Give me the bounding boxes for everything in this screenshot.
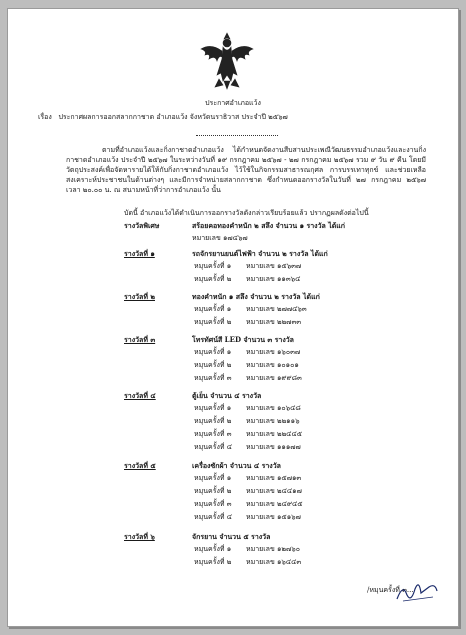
draw-number: หมายเลข ๒๒๗๓๓ (246, 318, 302, 326)
draw-number: หมายเลข ๑๐๑๐๑ (246, 361, 299, 369)
draw-number: หมายเลข ๑๑๓๖๔ (246, 275, 301, 283)
draw-round: หมุนครั้งที่ ๔ (194, 513, 233, 521)
draw-round: หมุนครั้งที่ ๒ (194, 318, 232, 326)
paragraph-text: ตามที่อำเภอแว้งและกิ่งกาชาดอำเภอแว้ง ได้กำหนดจัดงานสืบสานประเพณีวัฒนธรรมอำเภอแว้งและงานกิ่งกาชาดอำเภอแว้ง ประจำปี ๒๕๖๗ ในระหว่างวันที่ ๑๙ กรกฎาคม ๒๕๖๗ - ๒๗ กรกฎาคม ๒๕๖๗ รวม ๙ วัน ๙ คืน โดยมีวัตถุประสงค์เพื่อจัดหารายได้ให้กับกิ่งกาชาดอำเภอแว้ง ไว้ใช้ในกิจกรรมสาธารณกุศล การบรรเทาทุกข์ และช่วยเหลือสงเคราะห์ประชาชนในด้านต่างๆ และมีการจำหน่ายสลากกาชาด ซึ่งกำหนดออกรางวัลในวันที่ ๒๗ กรกฎาคม ๒๕๖๗ เวลา ๒๐.๐๐ น. ณ สนามหน้าที่ว่าการอำเภอแว้ง นั้น (66, 146, 426, 194)
continued-marker: /หมุนครั้งที่ ๓... (367, 586, 414, 594)
draw-round: หมุนครั้งที่ ๑ (194, 545, 232, 553)
subject-line (38, 113, 288, 122)
garuda-emblem-icon (197, 29, 257, 91)
draw-round: หมุนครั้งที่ ๓ (194, 430, 232, 438)
prize-label: รางวัลที่ ๓ (124, 335, 156, 344)
intro-text: บัดนี้ อำเภอแว้งได้ดำเนินการออกรางวัลดังกล่าวเรียบร้อยแล้ว ปรากฏผลดังต่อไปนี้ (124, 209, 369, 217)
draw-round: หมุนครั้งที่ ๒ (194, 558, 232, 566)
prize-label: รางวัลที่ ๑ (124, 249, 155, 258)
draw-round: หมุนครั้งที่ ๔ (194, 443, 233, 451)
draw-round: หมุนครั้งที่ ๑ (194, 348, 232, 356)
draw-number: หมายเลข ๑๐๖๔๘ (246, 404, 301, 412)
prize-title: เครื่องซักผ้า จำนวน ๔ รางวัล (192, 461, 281, 470)
draw-round: หมุนครั้งที่ ๒ (194, 417, 232, 425)
draw-number: หมายเลข ๒๒๑๑๖ (246, 417, 300, 425)
draw-round: หมุนครั้งที่ ๑ (194, 262, 232, 270)
prize-title: สร้อยคอทองคำหนัก ๒ สลึง จำนวน ๑ รางวัล ได้แก่ (192, 221, 346, 230)
draw-number: หมายเลข ๑๒๗๖๐ (246, 545, 300, 553)
draw-round: หมุนครั้งที่ ๒ (194, 275, 232, 283)
draw-number: หมายเลข ๑๖๔๔๓ (246, 558, 302, 566)
draw-round: หมุนครั้งที่ ๑ (194, 474, 232, 482)
draw-number: หมายเลข ๒๔๔๑๗ (246, 487, 302, 495)
prize-label: รางวัลที่ ๒ (124, 292, 155, 301)
prize-label: รางวัลที่ ๔ (124, 391, 156, 400)
prize-title: ตู้เย็น จำนวน ๔ รางวัล (192, 391, 262, 400)
draw-number: หมายเลข ๑๖๐๓๗ (246, 348, 301, 356)
draw-number: หมายเลข ๑๕๗๑๓ (246, 474, 302, 482)
draw-round: หมุนครั้งที่ ๓ (194, 374, 232, 382)
draw-number: หมายเลข ๑๗๔๖๗ (192, 234, 248, 242)
draw-round: หมุนครั้งที่ ๒ (194, 361, 232, 369)
subject-label: เรื่อง (38, 113, 52, 121)
signature-icon (393, 577, 439, 605)
divider (196, 135, 278, 136)
announcement-title: ประกาศอำเภอแว้ง (205, 99, 261, 107)
subject-text: ประกาศผลการออกสลากกาชาด อำเภอแว้ง จังหวัดนราธิวาส ประจำปี ๒๕๖๗ (58, 113, 288, 121)
draw-round: หมุนครั้งที่ ๓ (194, 500, 232, 508)
draw-number: หมายเลข ๑๑๑๗๗ (246, 443, 301, 451)
document-page (7, 8, 459, 627)
prize-label: รางวัลที่ ๖ (124, 532, 155, 541)
draw-number: หมายเลข ๑๕๖๓๗ (246, 262, 302, 270)
draw-round: หมุนครั้งที่ ๑ (194, 305, 232, 313)
prize-title: โทรทัศน์สี LED จำนวน ๓ รางวัล (192, 335, 294, 344)
draw-number: หมายเลข ๑๙๙๘๓ (246, 374, 302, 382)
body-paragraph (66, 145, 426, 195)
draw-number: หมายเลข ๒๒๔๔๕ (246, 430, 303, 438)
prize-title: จักรยาน จำนวน ๕ รางวัล (192, 532, 271, 541)
prize-title: รถจักรยานยนต์ไฟฟ้า จำนวน ๒ รางวัล ได้แก่ (192, 249, 328, 258)
draw-number: หมายเลข ๒๗๗๔๖๓ (246, 305, 307, 313)
draw-round: หมุนครั้งที่ ๒ (194, 487, 232, 495)
prize-label: รางวัลที่ ๕ (124, 461, 156, 470)
draw-round: หมุนครั้งที่ ๑ (194, 404, 232, 412)
prize-label: รางวัลพิเศษ (124, 221, 160, 230)
draw-number: หมายเลข ๑๕๑๖๗ (246, 513, 301, 521)
prize-title: ทองคำหนัก ๑ สลึง จำนวน ๒ รางวัล ได้แก่ (192, 292, 320, 301)
draw-number: หมายเลข ๒๔๙๔๕ (246, 500, 303, 508)
